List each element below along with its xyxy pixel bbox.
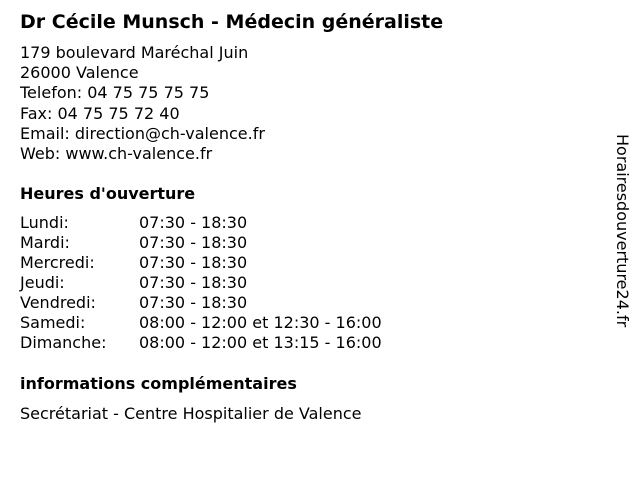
hours-time: 07:30 - 18:30 [139,293,248,312]
contact-block [20,43,265,164]
street-address: 179 boulevard Maréchal Juin [20,43,249,62]
opening-hours-table [20,213,382,353]
hours-row-thursday [20,273,382,293]
hours-time: 07:30 - 18:30 [139,273,248,292]
fax-number: Fax: 04 75 75 72 40 [20,103,180,123]
additional-info-text: Secrétariat - Centre Hospitalier de Valence [20,404,362,423]
hours-row-sunday [20,333,382,353]
hours-day: Jeudi: [20,273,65,292]
website-address: Web: www.ch-valence.fr [20,144,213,164]
hours-day: Lundi: [20,213,69,232]
city-address: 26000 Valence [20,63,139,83]
hours-row-saturday [20,313,382,333]
page-title: Dr Cécile Munsch - Médecin généraliste [20,11,444,33]
additional-info-heading: informations complémentaires [20,374,297,393]
hours-row-wednesday [20,253,382,273]
hours-day: Mardi: [20,233,70,252]
hours-time: 08:00 - 12:00 et 13:15 - 16:00 [139,333,382,352]
phone-number: Telefon: 04 75 75 75 75 [20,83,210,103]
hours-time: 07:30 - 18:30 [139,213,248,232]
site-watermark: Horairesdouverture24.fr [613,134,632,328]
hours-time: 08:00 - 12:00 et 12:30 - 16:00 [139,313,382,332]
hours-row-tuesday [20,233,382,253]
hours-time: 07:30 - 18:30 [139,233,248,252]
hours-time: 07:30 - 18:30 [139,253,248,272]
hours-day: Mercredi: [20,253,95,272]
hours-day: Samedi: [20,313,86,332]
email-address: Email: direction@ch-valence.fr [20,123,265,143]
opening-hours-heading: Heures d'ouverture [20,184,196,203]
hours-day: Dimanche: [20,333,107,352]
hours-row-friday [20,293,382,313]
hours-day: Vendredi: [20,293,96,312]
hours-row-monday [20,213,382,233]
